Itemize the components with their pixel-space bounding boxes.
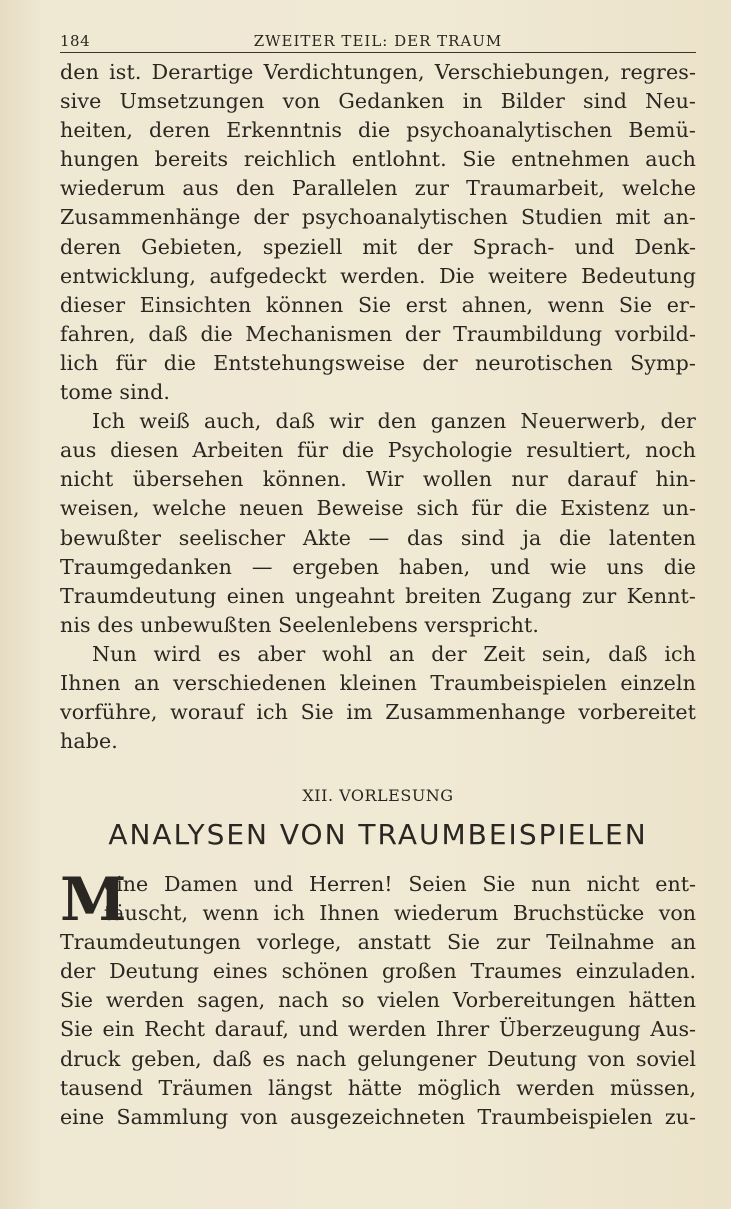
text-line: Nun wird es aber wohl an der Zeit sein, daß ich [92, 641, 696, 666]
text-line: Traumdeutung einen ungeahnt breiten Zugang zur Kennt- [60, 583, 696, 608]
text-line: Zusammenhänge der psychoanalytischen Studien mit an- [60, 205, 696, 230]
paragraph-2 [60, 407, 696, 640]
text-line: eine Sammlung von ausgezeichneten Traumbeispielen zu- [60, 1104, 696, 1129]
text-line: nis des unbewußten Seelenlebens verspricht. [60, 612, 540, 637]
paragraph-1 [60, 58, 696, 407]
chapter-body [60, 865, 696, 1132]
paragraph-3 [60, 640, 696, 756]
text-line: druck geben, daß es nach gelungener Deutung von soviel [60, 1046, 696, 1071]
text-line: den ist. Derartige Verdichtungen, Verschiebungen, regres- [60, 60, 696, 84]
text-line: habe. [60, 729, 118, 754]
text-line: sive Umsetzungen von Gedanken in Bilder sind Neu- [60, 89, 696, 114]
text-line: wiederum aus den Parallelen zur Traumarbeit, welche [60, 176, 696, 201]
text-line: deren Gebieten, speziell mit der Sprach- und Denk- [60, 234, 696, 259]
running-head: ZWEITER TEIL: DER TRAUM [253, 32, 503, 50]
text-line: nicht übersehen können. Wir wollen nur darauf hin- [60, 467, 696, 492]
text-line: entwicklung, aufgedeckt werden. Die weitere Bedeutung [60, 263, 696, 288]
text-line: eine Damen und Herren! Seien Sie nun nicht ent- [104, 872, 696, 896]
text-line: tausend Träumen längst hätte möglich werden müssen, [60, 1075, 696, 1100]
drop-cap: M [60, 865, 127, 935]
text-line: täuscht, wenn ich Ihnen wiederum Bruchstücke von [104, 901, 696, 926]
text-line: Sie werden sagen, nach so vielen Vorbereitungen hätten [60, 988, 696, 1013]
text-line: aus diesen Arbeiten für die Psychologie resultiert, noch [60, 438, 696, 463]
chapter-title: ANALYSEN VON TRAUMBEISPIELEN [108, 818, 648, 851]
text-line: heiten, deren Erkenntnis die psychoanalytischen Bemü- [60, 118, 696, 143]
text-line: dieser Einsichten können Sie erst ahnen, wenn Sie er- [60, 292, 696, 317]
text-line: vorführe, worauf ich Sie im Zusammenhange vorbereitet [60, 700, 696, 725]
text-line: Ich weiß auch, daß wir den ganzen Neuerwerb, der [92, 409, 696, 434]
text-line: Ihnen an verschiedenen kleinen Traumbeispielen einzeln [60, 670, 696, 695]
text-line: lich für die Entstehungsweise der neurotischen Symp- [60, 350, 696, 375]
page-header [60, 30, 696, 53]
page-number: 184 [60, 32, 91, 50]
text-line: Traumdeutungen vorlege, anstatt Sie zur Teilnahme an [60, 930, 696, 955]
text-line: der Deutung eines schönen großen Traumes einzuladen. [60, 959, 696, 984]
body-text [60, 58, 696, 756]
text-line: weisen, welche neuen Beweise sich für die Existenz un- [60, 496, 696, 521]
text-line: Traumgedanken — ergeben haben, und wie uns die [60, 554, 696, 579]
text-line: Sie ein Recht darauf, und werden Ihrer Überzeugung Aus- [60, 1017, 696, 1042]
text-line: fahren, daß die Mechanismen der Traumbildung vorbild- [60, 321, 696, 346]
text-line: bewußter seelischer Akte — das sind ja die latenten [60, 525, 696, 550]
chapter-label: XII. VORLESUNG [302, 786, 454, 805]
text-line: tome sind. [60, 380, 171, 405]
text-line: hungen bereits reichlich entlohnt. Sie entnehmen auch [60, 147, 696, 172]
